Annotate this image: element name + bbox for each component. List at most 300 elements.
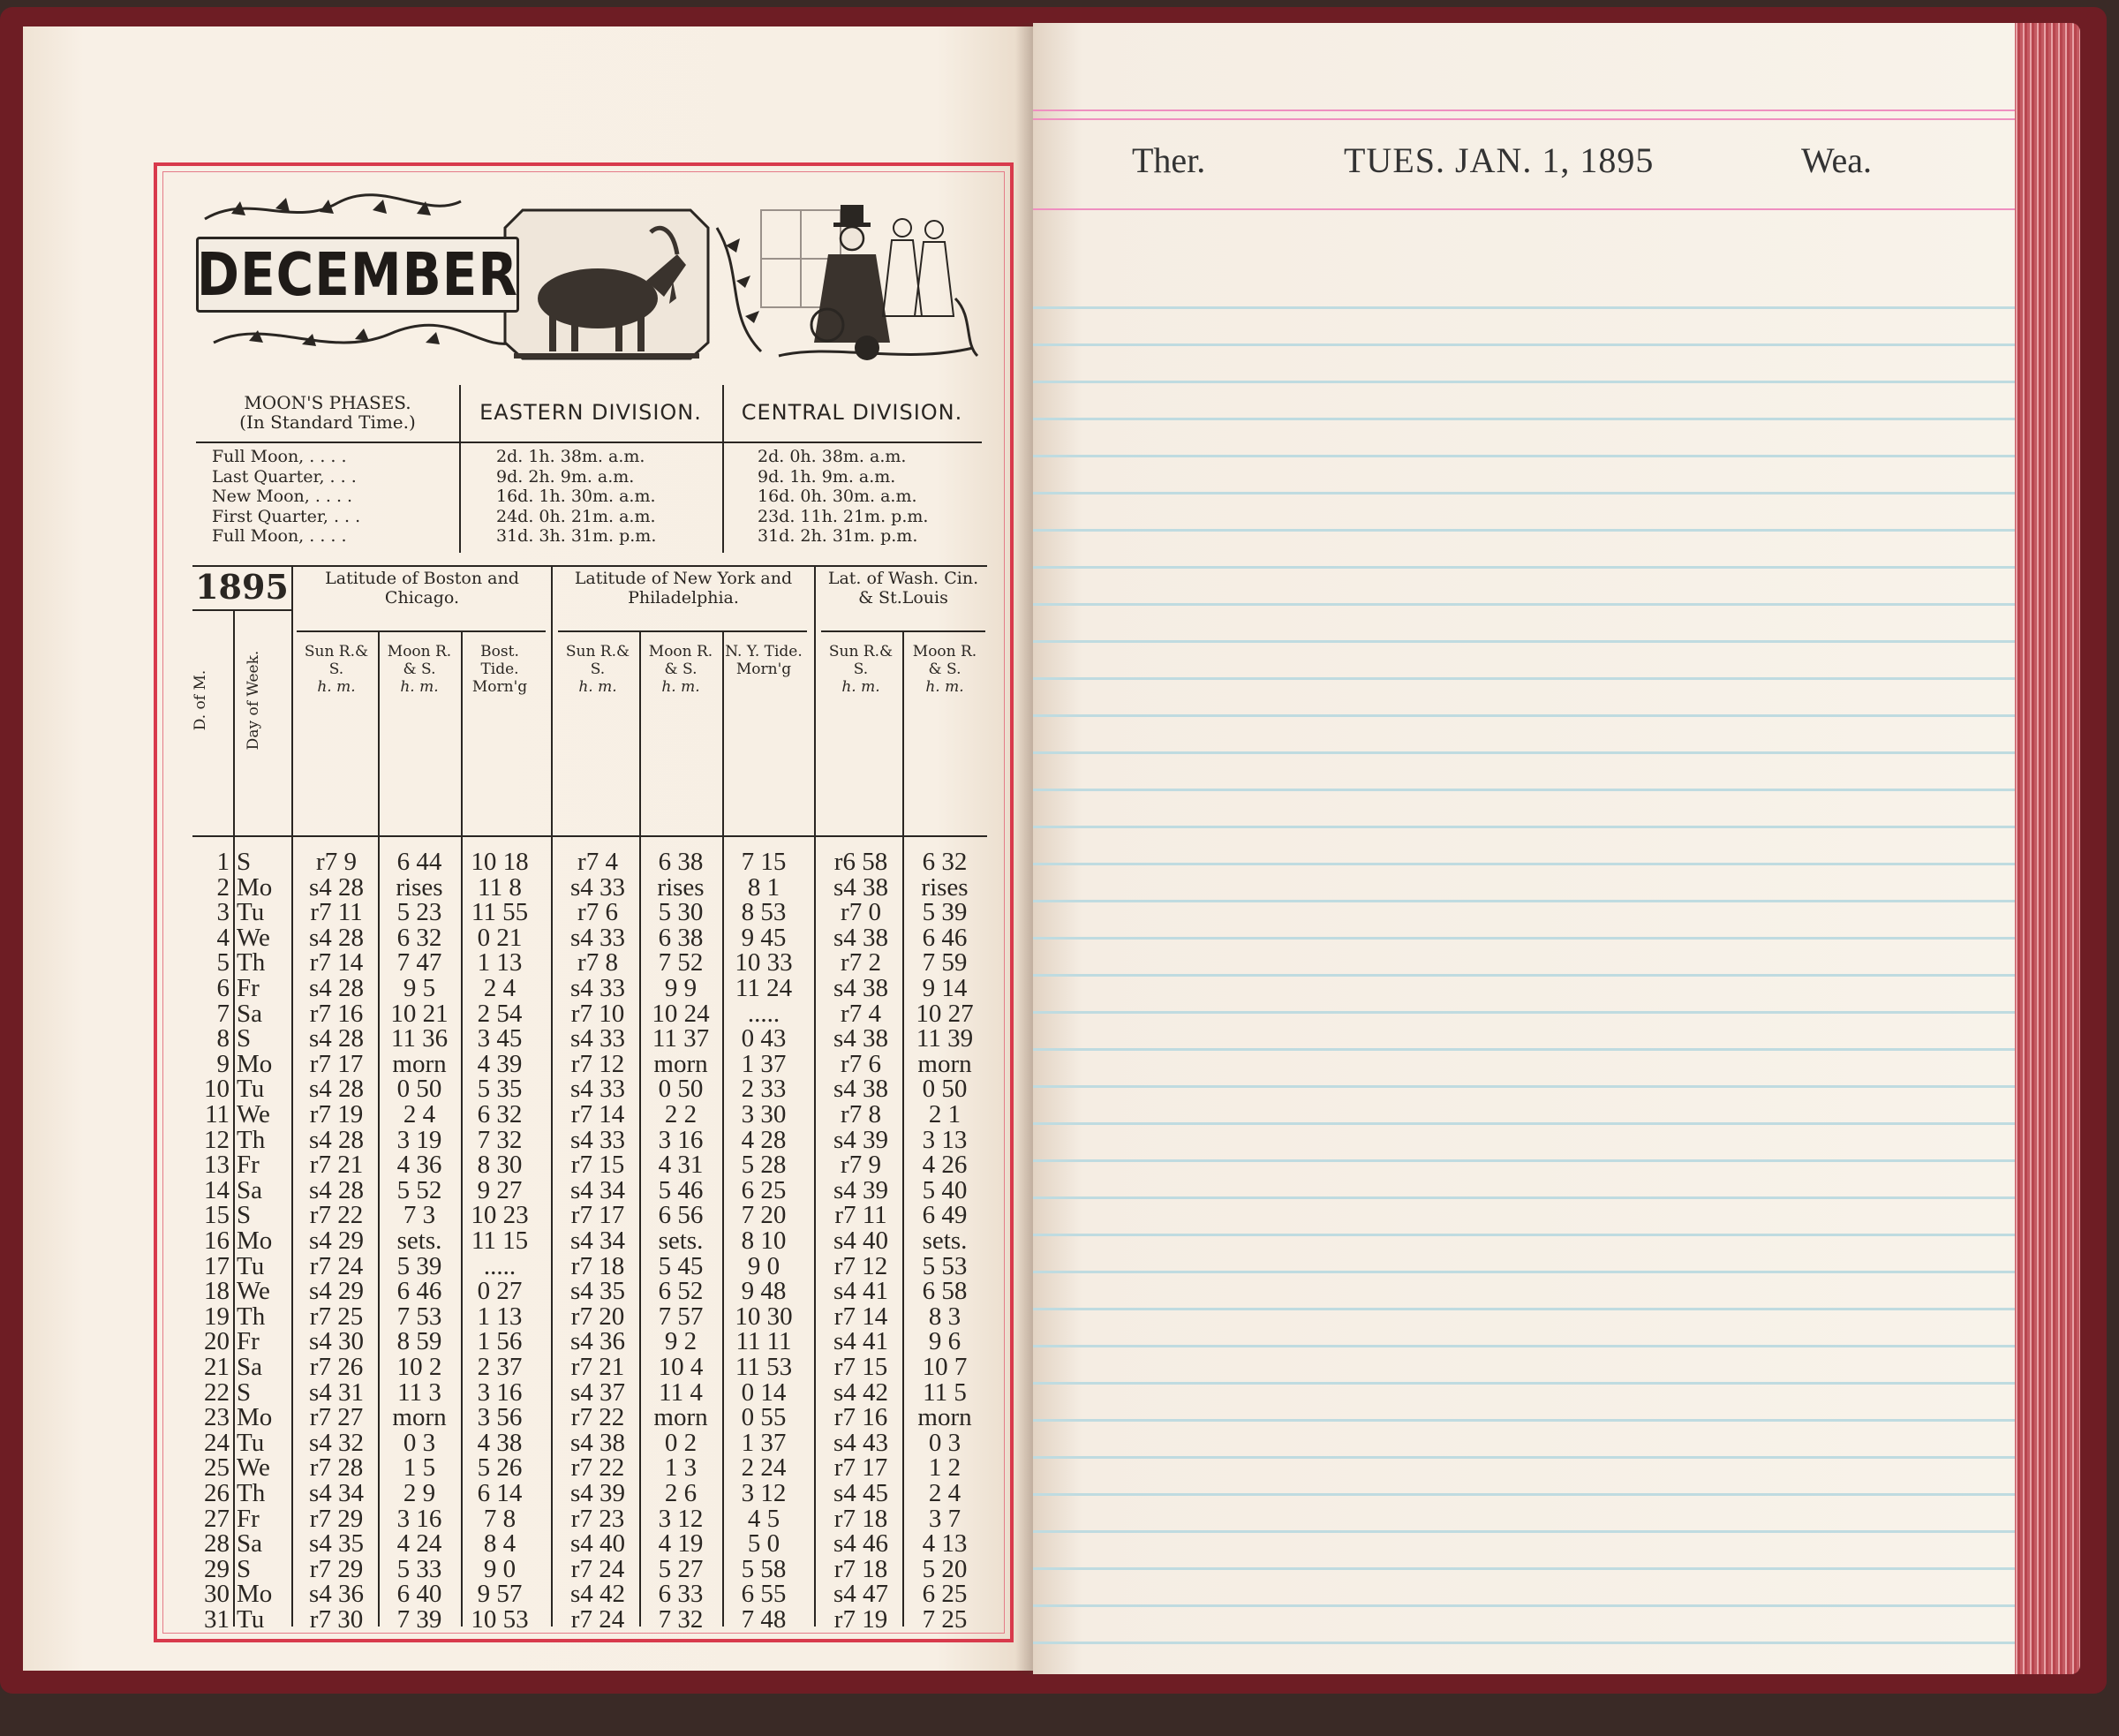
col-head: Sun R.& S. h. m.	[828, 643, 894, 696]
table-cell: r7 22	[570, 1453, 625, 1483]
table-cell: s4 38	[833, 872, 889, 902]
table-cell: 5	[216, 948, 230, 977]
table-cell: 8 30	[477, 1151, 523, 1180]
eastern-time: 9d. 2h. 9m. a.m.	[496, 466, 635, 487]
table-cell: 11	[205, 1100, 230, 1128]
table-cell: Tu	[237, 1075, 265, 1104]
table-cell: r7 24	[570, 1605, 625, 1634]
table-cell: 2 4	[403, 1100, 436, 1128]
table-cell: 6 32	[477, 1100, 523, 1128]
table-cell: 18	[204, 1277, 230, 1306]
table-cell: s4 34	[569, 1227, 626, 1255]
group-heading-boston: Latitude of Boston and Chicago.	[325, 569, 519, 608]
table-cell: r7 9	[841, 1151, 881, 1180]
table-cell: morn	[653, 1403, 708, 1432]
table-cell: 28	[204, 1529, 230, 1559]
table-cell: 0 27	[477, 1277, 523, 1306]
table-cell: 2 4	[483, 974, 517, 1002]
table-cell: 3 13	[922, 1125, 968, 1154]
table-cell: 3 7	[928, 1504, 961, 1533]
table-cell: 4 39	[477, 1049, 523, 1078]
table-cell: morn	[917, 1403, 972, 1432]
table-cell: r7 9	[316, 848, 357, 876]
table-cell: 11 4	[659, 1377, 703, 1407]
table-cell: Mo	[237, 872, 273, 902]
table-cell: 8 3	[928, 1302, 961, 1331]
table-cell: 6	[216, 974, 230, 1002]
table-cell: 7 15	[741, 848, 787, 876]
eastern-time: 16d. 1h. 30m. a.m.	[496, 487, 656, 506]
table-cell: r7 16	[833, 1403, 888, 1432]
col-head: Moon R. & S. h. m.	[648, 643, 713, 696]
table-cell: s4 43	[833, 1428, 889, 1457]
eastern-time: 24d. 0h. 21m. a.m.	[496, 506, 656, 526]
table-cell: 3 12	[658, 1504, 704, 1533]
table-cell: 11 15	[471, 1227, 529, 1255]
table-cell: 6 44	[396, 848, 442, 876]
table-cell: 9 9	[664, 974, 698, 1002]
table-cell: 3	[216, 898, 230, 927]
phase-name: New Moon, . . . .	[212, 487, 353, 506]
table-cell: s4 39	[833, 1175, 889, 1204]
phase-name: Last Quarter, . . .	[212, 466, 357, 487]
table-cell: 7 32	[658, 1605, 704, 1634]
table-cell: s4 45	[833, 1479, 889, 1507]
day-of-month-heading: D. of M.	[192, 669, 209, 731]
table-cell: 11 37	[652, 1024, 710, 1053]
table-cell: r7 8	[841, 1100, 881, 1128]
table-cell: 0 2	[664, 1428, 698, 1457]
table-cell: 7 47	[396, 948, 442, 977]
col-head: Moon R. & S. h. m.	[912, 643, 977, 696]
table-cell: morn	[392, 1403, 447, 1432]
central-time: 2d. 0h. 38m. a.m.	[758, 447, 907, 466]
table-cell: 0 3	[928, 1428, 961, 1457]
table-cell: 9 48	[741, 1277, 787, 1306]
table-cell: We	[237, 1453, 270, 1483]
table-cell: 5 20	[922, 1554, 968, 1583]
table-cell: r7 11	[834, 1201, 887, 1230]
table-cell: Tu	[237, 898, 265, 927]
table-cell: 5 27	[658, 1554, 704, 1583]
table-cell: r7 6	[577, 898, 618, 927]
table-cell: Th	[237, 1125, 266, 1154]
day-of-week-heading: Day of Week.	[245, 650, 262, 751]
table-cell: 8 4	[483, 1529, 517, 1559]
table-cell: 5 46	[658, 1175, 704, 1204]
table-cell: r7 12	[833, 1251, 888, 1280]
table-cell: 27	[204, 1504, 230, 1533]
table-cell: Sa	[237, 1175, 262, 1204]
table-cell: Mo	[237, 1049, 273, 1078]
table-cell: s4 35	[569, 1277, 626, 1306]
table-cell: 14	[204, 1175, 230, 1204]
table-cell: r7 28	[309, 1453, 364, 1483]
table-cell: 2 4	[928, 1479, 961, 1507]
table-cell: 2 9	[403, 1479, 436, 1507]
table-cell: 11 24	[735, 974, 793, 1002]
table-year: 1895	[195, 567, 289, 607]
table-cell: r7 17	[833, 1453, 888, 1483]
table-cell: 8 59	[396, 1327, 442, 1356]
table-cell: r7 14	[833, 1302, 888, 1331]
table-cell: 16	[204, 1227, 230, 1255]
table-cell: 11 8	[478, 872, 522, 902]
table-cell: r7 4	[841, 999, 881, 1028]
table-cell: 7 32	[477, 1125, 523, 1154]
table-cell: 1 37	[741, 1049, 787, 1078]
phase-name: Full Moon, . . . .	[212, 526, 347, 546]
table-cell: r7 21	[570, 1353, 625, 1381]
table-cell: 31	[204, 1605, 230, 1634]
table-cell: 9	[216, 1049, 230, 1078]
table-cell: r7 14	[570, 1100, 625, 1128]
table-cell: s4 32	[308, 1428, 365, 1457]
almanac-table	[192, 565, 987, 1632]
table-cell: 3 56	[477, 1403, 523, 1432]
table-cell: r7 25	[309, 1302, 364, 1331]
table-cell: 10 23	[471, 1201, 529, 1230]
table-cell: 1	[216, 848, 230, 876]
month-title: DECEMBER	[196, 239, 519, 310]
table-cell: r7 19	[833, 1605, 888, 1634]
table-cell: 2	[216, 872, 230, 902]
table-cell: 30	[204, 1580, 230, 1609]
central-division-heading: CENTRAL DIVISION.	[741, 400, 963, 425]
table-cell: 2 54	[477, 999, 523, 1028]
table-cell: Tu	[237, 1251, 265, 1280]
table-cell: r7 4	[577, 848, 618, 876]
table-cell: r7 22	[570, 1403, 625, 1432]
table-cell: 6 46	[396, 1277, 442, 1306]
table-cell: r7 6	[841, 1049, 881, 1078]
table-cell: morn	[653, 1049, 708, 1078]
table-cell: s4 41	[833, 1327, 889, 1356]
table-cell: 9 2	[664, 1327, 698, 1356]
table-cell: 3 45	[477, 1024, 523, 1053]
table-cell: r7 16	[309, 999, 364, 1028]
table-cell: 3 30	[741, 1100, 787, 1128]
eastern-time: 2d. 1h. 38m. a.m.	[496, 447, 645, 466]
table-cell: Fr	[237, 1327, 260, 1356]
table-cell: r7 17	[570, 1201, 625, 1230]
table-cell: s4 42	[833, 1377, 889, 1407]
table-cell: r7 24	[570, 1554, 625, 1583]
table-cell: r7 15	[833, 1353, 888, 1381]
table-cell: S	[237, 1377, 252, 1407]
table-cell: 11 53	[735, 1353, 793, 1381]
phase-name: First Quarter, . . .	[212, 506, 361, 526]
table-cell: s4 38	[833, 1024, 889, 1053]
table-cell: Mo	[237, 1227, 273, 1255]
table-cell: 10 33	[735, 948, 793, 977]
table-cell: 20	[204, 1327, 230, 1356]
table-cell: .....	[747, 999, 780, 1028]
table-cell: r7 18	[833, 1504, 888, 1533]
almanac-frame	[154, 162, 1014, 1642]
table-cell: r7 8	[577, 948, 618, 977]
table-cell: r7 15	[570, 1151, 625, 1180]
table-cell: 15	[204, 1201, 230, 1230]
table-cell: 11 3	[397, 1377, 441, 1407]
table-cell: 5 30	[658, 898, 704, 927]
table-cell: 6 33	[658, 1580, 704, 1609]
table-cell: Fr	[237, 1151, 260, 1180]
table-cell: 0 50	[922, 1075, 968, 1104]
table-cell: s4 28	[308, 872, 365, 902]
table-cell: 5 52	[396, 1175, 442, 1204]
table-cell: 6 40	[396, 1580, 442, 1609]
table-cell: Fr	[237, 974, 260, 1002]
table-cell: 9 0	[483, 1554, 517, 1583]
table-cell: 22	[204, 1377, 230, 1407]
table-cell: r7 10	[570, 999, 625, 1028]
table-cell: S	[237, 848, 252, 876]
table-cell: 3 19	[396, 1125, 442, 1154]
table-cell: 7	[216, 999, 230, 1028]
table-cell: s4 41	[833, 1277, 889, 1306]
table-cell: s4 47	[833, 1580, 889, 1609]
table-cell: s4 39	[569, 1479, 626, 1507]
thermometer-label: Ther.	[1132, 140, 1206, 180]
table-cell: 4 5	[747, 1504, 780, 1533]
table-cell: r7 20	[570, 1302, 625, 1331]
table-cell: s4 29	[308, 1227, 365, 1255]
table-cell: 3 16	[658, 1125, 704, 1154]
table-cell: 8	[216, 1024, 230, 1053]
phase-name: Full Moon, . . . .	[212, 447, 347, 466]
central-time: 31d. 2h. 31m. p.m.	[758, 526, 918, 546]
table-cell: 7 48	[741, 1605, 787, 1634]
col-head: Bost. Tide. Morn'g	[471, 643, 528, 696]
table-cell: Sa	[237, 999, 262, 1028]
table-cell: 9 45	[741, 923, 787, 952]
table-cell: morn	[392, 1049, 447, 1078]
table-cell: r7 0	[841, 898, 881, 927]
table-cell: s4 33	[569, 1125, 626, 1154]
table-cell: 5 53	[922, 1251, 968, 1280]
table-cell: Th	[237, 1479, 266, 1507]
central-time: 9d. 1h. 9m. a.m.	[758, 466, 896, 487]
table-cell: r7 2	[841, 948, 881, 977]
table-cell: 26	[204, 1479, 230, 1507]
table-cell: 2 37	[477, 1353, 523, 1381]
central-time: 23d. 11h. 21m. p.m.	[758, 506, 929, 526]
table-cell: r7 23	[570, 1504, 625, 1533]
central-time: 16d. 0h. 30m. a.m.	[758, 487, 917, 506]
table-cell: r7 11	[310, 898, 363, 927]
table-cell: 25	[204, 1453, 230, 1483]
table-cell: 5 58	[741, 1554, 787, 1583]
table-cell: 5 39	[396, 1251, 442, 1280]
table-cell: 11 55	[471, 898, 529, 927]
table-cell: 5 33	[396, 1554, 442, 1583]
right-page	[1033, 23, 2015, 1674]
table-cell: r7 27	[309, 1403, 364, 1432]
phase-names	[212, 447, 450, 547]
table-cell: 1 5	[403, 1453, 436, 1483]
table-cell: 7 25	[922, 1605, 968, 1634]
table-cell: Tu	[237, 1605, 265, 1634]
table-cell: s4 33	[569, 974, 626, 1002]
table-cell: 9 0	[747, 1251, 780, 1280]
table-cell: 6 38	[658, 923, 704, 952]
table-cell: S	[237, 1554, 252, 1583]
table-cell: s4 34	[308, 1479, 365, 1507]
table-cell: 10	[204, 1075, 230, 1104]
table-cell: 2 6	[664, 1479, 698, 1507]
table-cell: 23	[204, 1403, 230, 1432]
table-cell: r7 26	[309, 1353, 364, 1381]
table-cell: 10 27	[916, 999, 974, 1028]
table-cell: 1 37	[741, 1428, 787, 1457]
table-cell: 0 50	[658, 1075, 704, 1104]
table-cell: s4 33	[569, 1024, 626, 1053]
table-cell: 5 35	[477, 1075, 523, 1104]
table-cell: s4 28	[308, 1024, 365, 1053]
table-cell: s4 37	[569, 1377, 626, 1407]
col-head: Sun R.& S. h. m.	[565, 643, 630, 696]
table-cell: s4 46	[833, 1529, 889, 1559]
table-cell: 7 59	[922, 948, 968, 977]
table-cell: 8 10	[741, 1227, 787, 1255]
page-edges	[2013, 23, 2080, 1674]
table-cell: s4 28	[308, 1125, 365, 1154]
table-cell: Mo	[237, 1580, 273, 1609]
table-cell: s4 35	[308, 1529, 365, 1559]
table-cell: s4 33	[569, 872, 626, 902]
table-cell: s4 38	[833, 923, 889, 952]
table-cell: r7 29	[309, 1504, 364, 1533]
group-heading-washington: Lat. of Wash. Cin. & St.Louis	[827, 569, 979, 608]
table-cell: 10 24	[652, 999, 710, 1028]
col-head: Moon R. & S. h. m.	[387, 643, 452, 696]
table-cell: 7 20	[741, 1201, 787, 1230]
table-cell: 19	[204, 1302, 230, 1331]
table-cell: 1 13	[477, 1302, 523, 1331]
table-cell: s4 28	[308, 974, 365, 1002]
table-cell: 4 13	[922, 1529, 968, 1559]
table-cell: Sa	[237, 1353, 262, 1381]
table-cell: Tu	[237, 1428, 265, 1457]
table-cell: 3 12	[741, 1479, 787, 1507]
ruled-writing-area[interactable]	[1033, 272, 2015, 1667]
table-cell: 4 31	[658, 1151, 704, 1180]
table-cell: 9 6	[928, 1327, 961, 1356]
table-cell: 11 36	[390, 1024, 449, 1053]
table-cell: 7 3	[403, 1201, 436, 1230]
table-cell: 4 36	[396, 1151, 442, 1180]
table-cell: 0 43	[741, 1024, 787, 1053]
table-cell: 4	[216, 923, 230, 952]
table-cell: 5 28	[741, 1151, 787, 1180]
table-cell: 0 21	[477, 923, 523, 952]
table-cell: r7 24	[309, 1251, 364, 1280]
table-cell: We	[237, 1277, 270, 1306]
table-cell: 3 16	[396, 1504, 442, 1533]
table-cell: 4 38	[477, 1428, 523, 1457]
table-cell: 2 2	[664, 1100, 698, 1128]
table-cell: s4 42	[569, 1580, 626, 1609]
table-cell: 3 16	[477, 1377, 523, 1407]
table-cell: sets.	[396, 1227, 442, 1255]
table-cell: Sa	[237, 1529, 262, 1559]
table-cell: 2 33	[741, 1075, 787, 1104]
group-heading-new-york: Latitude of New York and Philadelphia.	[574, 569, 793, 608]
table-cell: 9 14	[922, 974, 968, 1002]
eastern-division-heading: EASTERN DIVISION.	[479, 400, 702, 425]
table-cell: 6 14	[477, 1479, 523, 1507]
table-cell: 6 25	[741, 1175, 787, 1204]
month-title-box	[196, 237, 519, 313]
table-cell: r7 14	[309, 948, 364, 977]
table-cell: r6 58	[833, 848, 888, 876]
table-cell: 7 53	[396, 1302, 442, 1331]
table-cell: 4 19	[658, 1529, 704, 1559]
table-cell: s4 29	[308, 1277, 365, 1306]
table-cell: s4 39	[833, 1125, 889, 1154]
table-cell: 1 13	[477, 948, 523, 977]
table-cell: Th	[237, 1302, 266, 1331]
table-cell: 6 46	[922, 923, 968, 952]
central-times	[758, 447, 978, 547]
moon-phases-section	[196, 385, 982, 562]
table-cell: s4 33	[569, 923, 626, 952]
table-cell: 12	[204, 1125, 230, 1154]
table-cell: 0 50	[396, 1075, 442, 1104]
table-cell: 6 32	[922, 848, 968, 876]
table-cell: 6 25	[922, 1580, 968, 1609]
table-cell: 11 39	[916, 1024, 974, 1053]
table-cell: 4 24	[396, 1529, 442, 1559]
table-cell: 5 0	[747, 1529, 780, 1559]
table-cell: 10 7	[922, 1353, 968, 1381]
table-cell: r7 30	[309, 1605, 364, 1634]
table-cell: 9 5	[403, 974, 436, 1002]
table-cell: s4 40	[833, 1227, 889, 1255]
table-cell: r7 22	[309, 1201, 364, 1230]
col-head: Sun R.& S. h. m.	[304, 643, 369, 696]
table-cell: s4 30	[308, 1327, 365, 1356]
table-cell: 10 53	[471, 1605, 529, 1634]
table-cell: 4 26	[922, 1151, 968, 1180]
table-cell: 6 52	[658, 1277, 704, 1306]
table-cell: r7 17	[309, 1049, 364, 1078]
table-cell: 9 57	[477, 1580, 523, 1609]
table-cell: 6 55	[741, 1580, 787, 1609]
eastern-time: 31d. 3h. 31m. p.m.	[496, 526, 657, 546]
table-cell: 10 18	[471, 848, 529, 876]
table-cell: We	[237, 1100, 270, 1128]
table-cell: morn	[917, 1049, 972, 1078]
weather-label: Wea.	[1801, 140, 1873, 180]
table-cell: s4 28	[308, 1175, 365, 1204]
table-cell: rises	[657, 872, 705, 902]
table-cell: s4 28	[308, 923, 365, 952]
table-cell: 1 3	[664, 1453, 698, 1483]
table-cell: 7 8	[483, 1504, 517, 1533]
table-cell: 7 52	[658, 948, 704, 977]
table-cell: 10 4	[658, 1353, 704, 1381]
table-cell: 24	[204, 1428, 230, 1457]
table-cell: r7 19	[309, 1100, 364, 1128]
table-cell: We	[237, 923, 270, 952]
table-cell: s4 28	[308, 1075, 365, 1104]
table-cell: 1 2	[928, 1453, 961, 1483]
table-cell: 5 45	[658, 1251, 704, 1280]
table-cell: r7 21	[309, 1151, 364, 1180]
table-cell: Mo	[237, 1403, 273, 1432]
